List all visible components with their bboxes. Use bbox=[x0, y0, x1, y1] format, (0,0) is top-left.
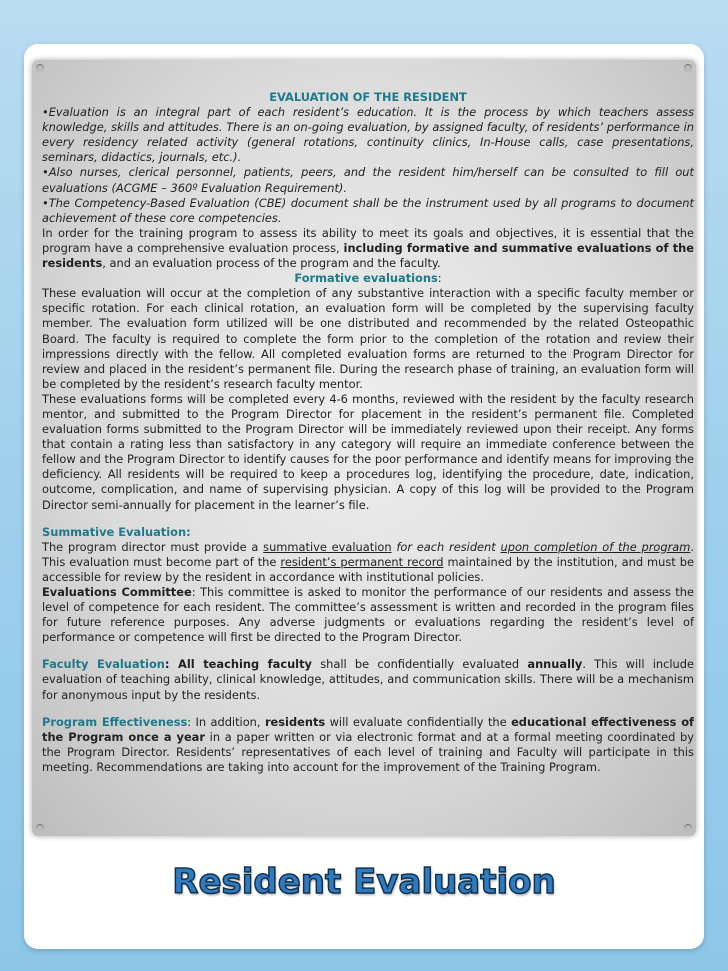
summative-underline-2: upon completion of the program bbox=[500, 539, 691, 554]
bullet-1: •Evaluation is an integral part of each resident’s education. It is the process by which teachers assess knowledge, skills and attitudes. There is an on-going evaluation, by assigned faculty, of residents’ performance in every residency related activity (general rotations, continuity clinics, In-House calls, case presentations, seminars, didactics, journals, etc.). bbox=[42, 105, 694, 165]
document-panel bbox=[32, 60, 696, 836]
program-paragraph bbox=[42, 715, 694, 775]
program-residents: residents bbox=[264, 714, 326, 729]
intro-text-end: , and an evaluation process of the program and the faculty. bbox=[102, 256, 441, 271]
program-heading: Program Effectiveness bbox=[42, 714, 188, 729]
formative-heading-text: Formative evaluations bbox=[294, 271, 438, 286]
slide-title: Resident Evaluation bbox=[172, 862, 556, 902]
faculty-bold-text: : All teaching faculty bbox=[164, 657, 312, 672]
bullet-3: •The Competency-Based Evaluation (CBE) document shall be the instrument used by all programs to document achievement of these core competencies. bbox=[42, 195, 694, 225]
intro-paragraph bbox=[42, 226, 694, 271]
faculty-annually: annually bbox=[527, 657, 583, 672]
slide-card bbox=[24, 44, 704, 949]
faculty-text-2: . This will include evaluation of teaching ability, clinical knowledge, attitudes, and communication skills. There will be a mechanism for anonymous input by the residents. bbox=[42, 657, 694, 702]
committee-text: : This committee is asked to monitor the performance of our residents and assess the level of competence for each resident. The committee’s assessment is written and recorded in the program files for future reference purposes. Any adverse judgments or evaluations regarding the resident’s level of performance or competence will first be directed to the Program Director. bbox=[42, 585, 694, 645]
summative-italic: for each resident bbox=[391, 539, 501, 554]
corner-rivet-icon bbox=[36, 64, 44, 72]
faculty-text: shall be confidentially evaluated bbox=[311, 657, 528, 672]
summative-text: The program director must provide a bbox=[42, 539, 264, 554]
committee-paragraph bbox=[42, 585, 694, 645]
summative-heading: Summative Evaluation: bbox=[42, 524, 191, 539]
corner-rivet-icon bbox=[36, 824, 44, 832]
summative-underline-1: summative evaluation bbox=[263, 539, 392, 554]
committee-label: Evaluations Committee bbox=[42, 585, 192, 599]
faculty-heading: Faculty Evaluation bbox=[42, 657, 165, 672]
program-text-3: in a paper written or via electronic format and at a formal meeting coordinated by the Program Director. Residents’ representatives of each level of training and Faculty will participate in this meeting. Recommendations are taking into account for the improvement of the Training Program. bbox=[42, 729, 694, 774]
summative-underline-3: resident’s permanent record bbox=[280, 554, 444, 569]
summative-text-2: . This evaluation must become part of the bbox=[42, 539, 694, 569]
summative-text-3: maintained by the institution, and must be accessible for review by the resident in accordance with institutional policies. bbox=[42, 554, 694, 584]
program-text-2: will evaluate confidentially the bbox=[325, 714, 512, 729]
formative-heading bbox=[42, 271, 694, 286]
corner-rivet-icon bbox=[684, 824, 692, 832]
program-bold-text: educational effectiveness of the Program once a year bbox=[42, 714, 694, 744]
document-body bbox=[42, 90, 694, 775]
intro-text: In order for the training program to assess its ability to meet its goals and objectives, it is essential that the program have a comprehensive evaluation process, bbox=[42, 225, 694, 255]
bullet-2: •Also nurses, clerical personnel, patients, peers, and the resident him/herself can be consulted to fill out evaluations (ACGME – 360º Evaluation Requirement). bbox=[42, 165, 694, 195]
faculty-paragraph bbox=[42, 657, 694, 702]
document-title: EVALUATION OF THE RESIDENT bbox=[269, 90, 467, 104]
formative-paragraph-2: These evaluations forms will be completed every 4-6 months, reviewed with the resident by the faculty research mentor, and submitted to the Program Director for placement in the resident’s permanent file. Completed evaluation forms submitted to the Program Director will be immediately reviewed upon their receipt. Any forms that contain a rating less than satisfactory in any category will require an immediate conference between the fellow and the Program Director to identify causes for the poor performance and identify means for improving the deficiency. All residents will be required to keep a procedures log, identifying the procedure, date, indication, outcome, complication, and name of supervising physician. A copy of this log will be provided to the Program Director semi-annually for placement in the learner’s file. bbox=[42, 391, 694, 512]
program-text: : In addition, bbox=[187, 714, 265, 729]
formative-paragraph-1: These evaluation will occur at the completion of any substantive interaction with a specific faculty member or specific rotation. For each clinical rotation, an evaluation form will be completed by the supervising faculty member. The evaluation form utilized will be one distributed and recommended by the related Osteopathic Board. The faculty is required to complete the form prior to the completion of the rotation and review their impressions directly with the fellow. All completed evaluation forms are returned to the Program Director for review and placed in the resident’s permanent file. During the research phase of training, an evaluation form will be completed by the resident’s research faculty mentor. bbox=[42, 286, 694, 391]
intro-bold-text: including formative and summative evaluations of the residents bbox=[42, 240, 694, 271]
summative-paragraph bbox=[42, 540, 694, 585]
corner-rivet-icon bbox=[684, 64, 692, 72]
formative-colon: : bbox=[437, 271, 442, 286]
